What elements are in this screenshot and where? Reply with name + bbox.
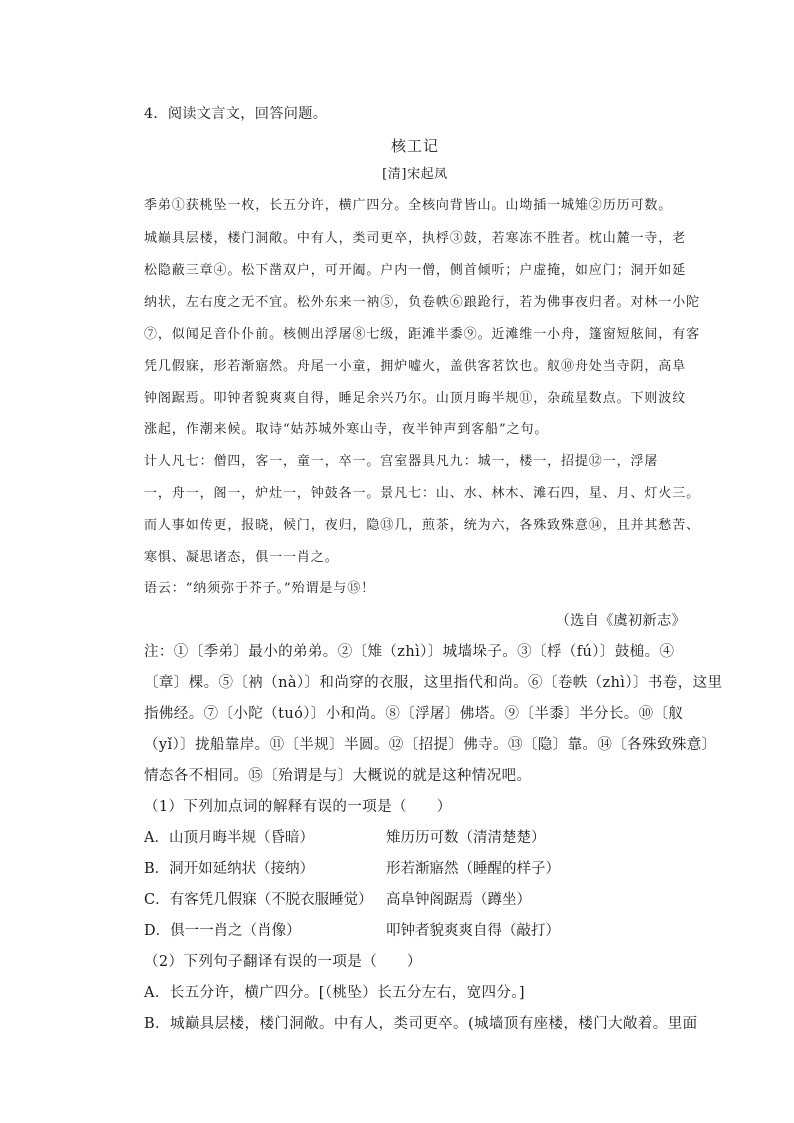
passage-line: 纳状，左右度之无不宜。松外东来一衲⑤，负卷帙⑥踉跄行，若为佛事夜归者。对林一小陀 [144,295,701,310]
passage-line: 松隐蔽三章④。松下凿双户，可开阖。户内一僧，侧首倾听；户虚掩，如应门；洞开如延 [144,263,687,278]
sub-question-2-stem: （2）下列句子翻译有误的一项是（ ） [144,954,422,970]
passage-quote: 语云：“纳须弥于芥子。”殆谓是与⑮！ [144,581,375,596]
passage-line: 一，舟一，阁一，炉灶一，钟鼓各一。景凡七：山、水、林木、滩石四，星、月、灯火三。 [144,486,701,501]
passage-line: 计人凡七：僧四，客一，童一，卒一。宫室器具凡九：城一，楼一，招提⑫一，浮屠 [144,454,659,469]
passage-line: 寒惧、凝思诸态，俱一一肖之。 [144,550,339,565]
option-a-left: A．山顶月晦半规（昏暗） [144,830,314,846]
option-d-right: 叩钟者貌爽爽自得（敲打） [386,923,560,939]
passage-source: （选自《虞初新志》 [555,613,686,629]
passage-line: 而人事如传更，报晓，候门，夜归，隐⑬几，煎茶，统为六，各殊致殊意⑭，且并其愁苦、 [144,518,701,533]
option-b-left: B．洞开如延纳状（接纳） [144,861,315,877]
option-b-right: 形若渐寤然（睡醒的样子） [386,861,560,877]
question-heading: 4．阅读文言文，回答问题。 [144,106,328,122]
note-line: （yǐ）〕拢船靠岸。⑪〔半规〕半圆。⑫〔招提〕佛寺。⑬〔隐〕靠。⑭〔各殊致殊意〕 [144,737,717,753]
option-c-left: C．有客凭几假寐（不脱衣服睡觉） [144,892,373,908]
passage-title: 核工记 [390,137,439,155]
option-a-right: 雉历历可数（清清楚楚） [386,830,546,846]
passage-line: 钟阁踞焉。叩钟者貌爽爽自得，睡足余兴乃尔。山顶月晦半规⑪，杂疏星数点。下则波纹 [144,391,687,406]
passage-author: [清]宋起凤 [382,167,448,182]
note-line: 情态各不相同。⑮〔殆谓是与〕大概说的就是这种情况吧。 [144,768,532,784]
passage-line: 季弟①获桃坠一枚，长五分许，横广四分。全核向背皆山。山坳插一城雉②历历可数。 [144,198,673,213]
choice-option-a[interactable]: A．长五分许，横广四分。[（桃坠）长五分左右，宽四分。] [144,985,525,1001]
choice-option-b[interactable]: B．城巅具层楼，楼门洞敞。中有人，类司更卒。(城墙顶有座楼，楼门大敞着。里面 [144,1016,698,1032]
passage-line: 涨起，作潮来候。取诗“姑苏城外寒山寺，夜半钟声到客船”之句。 [144,422,549,437]
passage-line: 城巅具层楼，楼门洞敞。中有人，类司更卒，执桴③鼓，若寒冻不胜者。枕山麓一寺，老 [144,231,687,246]
note-line: 注：①〔季弟〕最小的弟弟。②〔雉（zhì）〕城墙垛子。③〔桴（fú）〕鼓槌。④ [144,644,675,660]
note-line: 〔章〕棵。⑤〔衲（nà）〕和尚穿的衣服，这里指代和尚。⑥〔卷帙（zhì）〕书卷，这里 [144,675,723,691]
sub-question-1-stem: （1）下列加点词的解释有误的一项是（ ） [144,799,452,815]
option-c-right: 高阜钟阁踞焉（蹲坐） [386,892,531,908]
option-d-left: D．俱一一肖之（肖像） [144,923,301,939]
passage-line: 凭几假寐，形若渐寤然。舟尾一小童，拥炉嘘火，盖供客茗饮也。舣⑩舟处当寺阴，高阜 [144,359,687,374]
note-line: 指佛经。⑦〔小陀（tuó）〕小和尚。⑧〔浮屠〕佛塔。⑨〔半黍〕半分长。⑩〔舣 [144,706,684,722]
passage-line: ⑦，似闻足音仆仆前。核侧出浮屠⑧七级，距滩半黍⑨。近滩维一小舟，篷窗短舷间，有客 [144,327,701,342]
